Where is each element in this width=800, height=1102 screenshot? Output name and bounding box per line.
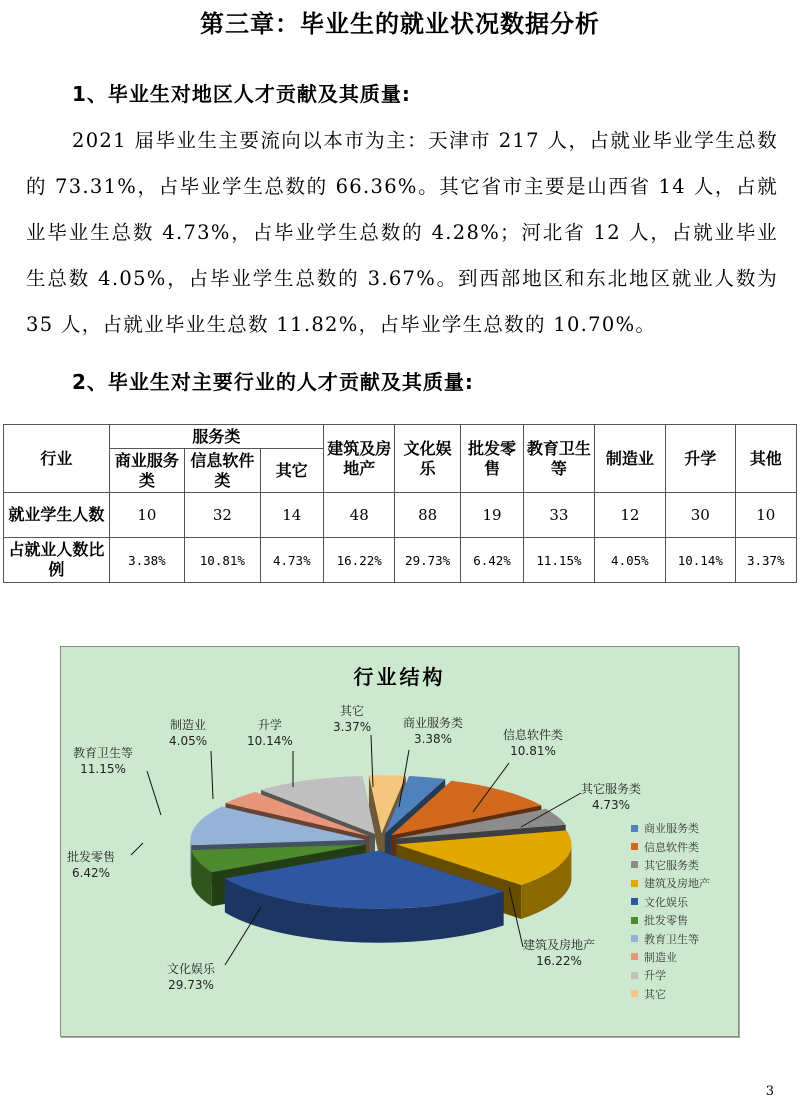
- legend-item: [631, 837, 710, 855]
- industry-table: [3, 424, 797, 583]
- legend-label: 建筑及房地产: [644, 877, 710, 891]
- legend-label: 教育卫生等: [644, 932, 699, 946]
- data-label-manufacturing: 制造业 4.05%: [169, 718, 208, 748]
- row-label: 占就业人数比例: [4, 538, 110, 583]
- section-1-title: 1、毕业生对地区人才贡献及其质量:: [72, 82, 411, 106]
- data-label-other-services: 其它服务类 4.73%: [581, 782, 642, 812]
- legend-item: [631, 929, 710, 947]
- legend-swatch-icon: [631, 935, 638, 942]
- legend-swatch-icon: [631, 917, 638, 924]
- legend-swatch-icon: [631, 898, 638, 905]
- table-col-header: 批发零售: [460, 425, 523, 493]
- table-cell: 3.37%: [735, 538, 796, 583]
- legend-label: 信息软件类: [644, 840, 699, 854]
- table-row: [4, 493, 797, 538]
- section-2-title: 2、毕业生对主要行业的人才贡献及其质量:: [72, 370, 474, 394]
- table-cell: 6.42%: [460, 538, 523, 583]
- legend-label: 升学: [644, 969, 666, 983]
- chart-legend: [631, 819, 710, 1003]
- table-cell: 12: [594, 493, 665, 538]
- data-label-education-health: 教育卫生等 11.15%: [73, 746, 134, 776]
- data-label-business-services: 商业服务类 3.38%: [403, 716, 464, 746]
- page-number: 3: [765, 1084, 774, 1099]
- table-cell: 14: [260, 493, 323, 538]
- table-cell: 10: [109, 493, 184, 538]
- data-label-it-software: 信息软件类 10.81%: [503, 728, 564, 758]
- row-label: 就业学生人数: [4, 493, 110, 538]
- section-1-paragraph: 2021 届毕业生主要流向以本市为主：天津市 217 人，占就业毕业学生总数的 73.31%，占毕业学生总数的 66.36%。其它省市主要是山西省 14 人，占就业毕业生总数 4.73%，占毕业学生总数的 4.28%；河北省 12 人，占就业毕业生总数 4.05%，占毕业学生总数的 3.67%。到西部地区和东北地区就业人数为 35 人，占就业毕业生总数 11.82%，占毕业学生总数的 10.70%。: [26, 129, 778, 336]
- legend-item: [631, 948, 710, 966]
- table-col-header: 其他: [735, 425, 796, 493]
- table-cell: 29.73%: [395, 538, 460, 583]
- table-cell: 10.14%: [666, 538, 735, 583]
- legend-label: 文化娱乐: [644, 895, 688, 909]
- leader-line: [211, 751, 213, 799]
- table-cell: 10.81%: [185, 538, 260, 583]
- legend-label: 其它: [644, 987, 666, 1001]
- data-label-culture-entertainment: 文化娱乐 29.73%: [167, 962, 216, 992]
- table-col-header: 建筑及房地产: [323, 425, 394, 493]
- table-cell: 30: [666, 493, 735, 538]
- table-col-header: 文化娱乐: [395, 425, 460, 493]
- legend-label: 制造业: [644, 950, 677, 964]
- legend-swatch-icon: [631, 825, 638, 832]
- table-cell: 32: [185, 493, 260, 538]
- legend-item: [631, 985, 710, 1003]
- legend-swatch-icon: [631, 861, 638, 868]
- data-label-further-study: 升学 10.14%: [247, 718, 293, 748]
- legend-item: [631, 819, 710, 837]
- legend-swatch-icon: [631, 843, 638, 850]
- table-col-header: 其它: [260, 449, 323, 493]
- data-label-other: 其它 3.37%: [333, 704, 372, 734]
- table-col-header: 商业服务类: [109, 449, 184, 493]
- table-col-header: 制造业: [594, 425, 665, 493]
- data-label-construction-real-estate: 建筑及房地产 16.22%: [523, 938, 596, 968]
- data-label-wholesale-retail: 批发零售 6.42%: [67, 850, 116, 880]
- table-cell: 19: [460, 493, 523, 538]
- chart-title: 行业结构: [353, 665, 446, 689]
- leader-line: [131, 843, 143, 855]
- table-cell: 10: [735, 493, 796, 538]
- legend-label: 批发零售: [644, 914, 688, 928]
- table-cell: 33: [524, 493, 594, 538]
- legend-swatch-icon: [631, 990, 638, 997]
- table-cell: 4.73%: [260, 538, 323, 583]
- table-cell: 3.38%: [109, 538, 184, 583]
- legend-item: [631, 893, 710, 911]
- legend-item: [631, 966, 710, 984]
- table-col-header: 升学: [666, 425, 735, 493]
- table-row: [4, 538, 797, 583]
- legend-swatch-icon: [631, 972, 638, 979]
- leader-line: [147, 771, 161, 815]
- table-cell: 88: [395, 493, 460, 538]
- legend-label: 其它服务类: [644, 858, 699, 872]
- table-cell: 16.22%: [323, 538, 394, 583]
- table-col-header: 教育卫生等: [524, 425, 594, 493]
- legend-item: [631, 856, 710, 874]
- legend-label: 商业服务类: [644, 822, 699, 836]
- table-cell: 11.15%: [524, 538, 594, 583]
- legend-swatch-icon: [631, 880, 638, 887]
- chapter-title: 第三章：毕业生的就业状况数据分析: [200, 10, 600, 38]
- industry-pie-chart: [60, 646, 739, 1037]
- legend-swatch-icon: [631, 953, 638, 960]
- table-cell: 4.05%: [594, 538, 665, 583]
- table-corner-header: 行业: [4, 425, 110, 493]
- table-cell: 48: [323, 493, 394, 538]
- legend-item: [631, 874, 710, 892]
- legend-item: [631, 911, 710, 929]
- table-group-header: 服务类: [109, 425, 323, 449]
- table-col-header: 信息软件类: [185, 449, 260, 493]
